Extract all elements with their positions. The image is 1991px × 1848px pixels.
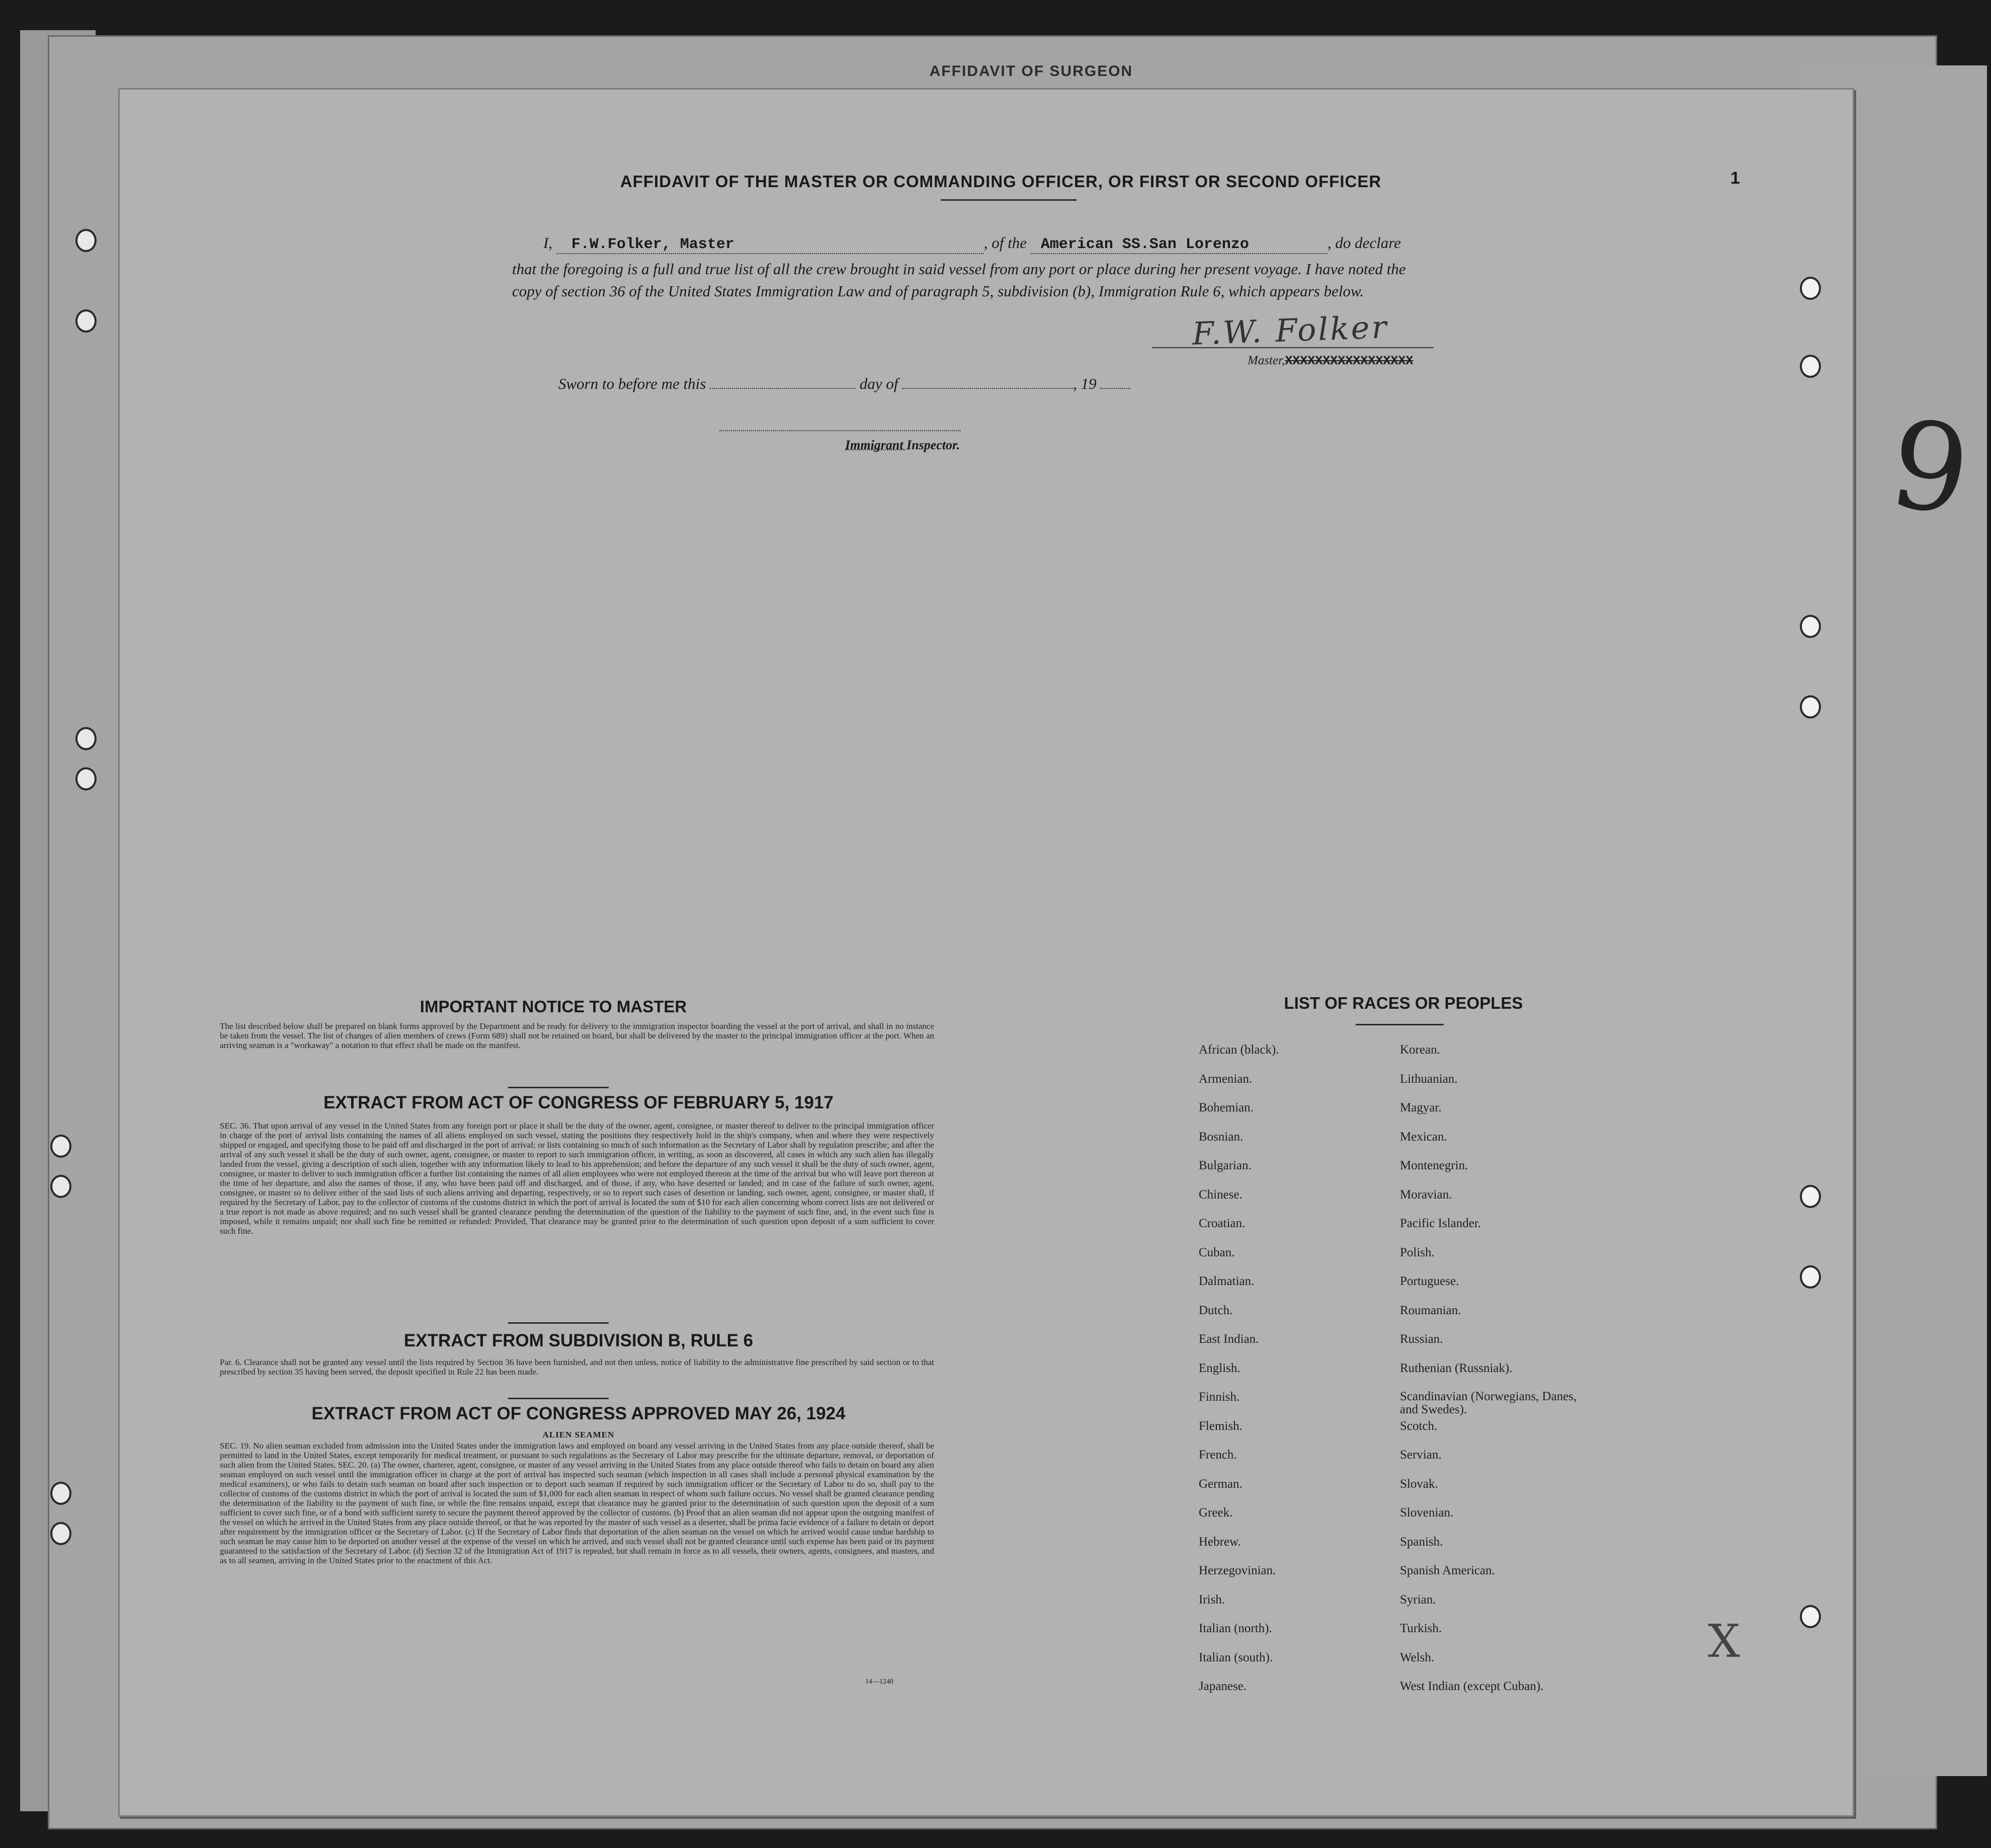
race-item: Moravian. xyxy=(1400,1187,1452,1201)
binder-hole-icon xyxy=(50,1135,71,1158)
vessel-name-value: American SS.San Lorenzo xyxy=(1040,236,1249,253)
race-item: Lithuanian. xyxy=(1400,1072,1458,1086)
race-item: Greek. xyxy=(1199,1506,1233,1519)
master-signature: F.W. Folker xyxy=(1191,308,1389,352)
extract-1924-subtitle: ALIEN SEAMEN xyxy=(542,1430,615,1439)
race-item: Portuguese. xyxy=(1400,1274,1459,1288)
race-item: Ruthenian (Russniak). xyxy=(1400,1361,1513,1375)
title-divider xyxy=(941,199,1076,201)
race-item: Bohemian. xyxy=(1199,1101,1254,1114)
declaration-body: that the foregoing is a full and true list of all the crew brought in said vessel from any port or place during her present voyage. I have noted the copy of section 36 of the United States Immigration Law and of paragraph 5, subdivision (b), Immigration Rule 6, which appears below. xyxy=(512,260,1406,300)
race-item: Irish. xyxy=(1199,1592,1225,1606)
inspector-signature-line xyxy=(719,430,961,431)
binder-hole-icon xyxy=(50,1482,71,1505)
affidavit-title: AFFIDAVIT OF THE MASTER OR COMMANDING OFFICER, OR FIRST OR SECOND OFFICER xyxy=(620,172,1382,191)
extract-rule6-text: Par. 6. Clearance shall not be granted any vessel until the lists required by Section 36 have been furnished, and not then unless, notice of liability to the administrative fine prescribed by said section or to that prescribed by section 35 having been served, the deposit specified in Rule 22 has been made. xyxy=(220,1357,934,1377)
binder-hole-icon xyxy=(75,229,97,252)
race-item: Japanese. xyxy=(1199,1679,1247,1693)
race-item: Bulgarian. xyxy=(1199,1159,1252,1172)
races-column-1 xyxy=(1199,1043,1390,1709)
race-item: Roumanian. xyxy=(1400,1303,1461,1317)
extract-1924-title: EXTRACT FROM ACT OF CONGRESS APPROVED MAY 26, 1924 xyxy=(311,1404,846,1423)
race-item: East Indian. xyxy=(1199,1332,1259,1346)
races-title: LIST OF RACES OR PEOPLES xyxy=(1284,994,1523,1012)
extract-1924-text: SEC. 19. No alien seaman excluded from admission into the United States under the immigration laws and employed on board any vessel arriving in the United States from any place outside thereof, shall be permitted to land in the United States, except temporarily for medical treatment, or pursuant to such regulations as the Secretary of Labor may prescribe for the ultimate departure, removal, or deportation of such alien from the United States. SEC. 20. (a) The owner, charterer, agent, consignee, or master of any vessel arriving in the United States from any place outside thereof who fails to detain on board any alien seaman employed on such vessel until the immigration officer in charge at the port of arrival has inspected such seaman (which inspection in all cases shall include a personal physical examination by the medical examiners), or who fails to detain such seaman on board after such inspection or to deport such seaman if required by such immigration officer or the Secretary of Labor to do so, shall pay to the collector of customs of the customs district in which the port of arrival is located the sum of $1,000 for each alien seaman in respect of whom such failure occurs. No vessel shall be granted clearance pending the determination of the liability to the payment of such fine, or while the fine remains unpaid, except that clearance may be granted prior to the determination of such question upon the deposit of a sum sufficient to cover such fine, or of a bond with sufficient surety to secure the payment thereof approved by the collector of customs. (b) Proof that an alien seaman did not appear upon the outgoing manifest of the vessel on which he arrived in the United States from any place outside thereof, or that he was reported by the master of such vessel as a deserter, shall be prima facie evidence of a failure to detain or deport after requirement by the immigration officer or the Secretary of Labor. (c) If the Secretary of Labor finds that deportation of the alien seaman on the vessel on which he arrived would cause undue hardship to such seaman he may cause him to be deported on another vessel at the expense of the vessel on which he arrived, and such vessel shall not be granted clearance until such expense has been paid or its payment guaranteed to the satisfaction of the Secretary of Labor. (d) Section 32 of the Immigration Act of 1917 is repealed, but shall remain in force as to all vessels, their owners, agents, consignees, and masters, and as to all seamen, arriving in the United States prior to the enactment of this Act. xyxy=(220,1441,934,1565)
immigrant-inspector-label: Immigrant Inspector. xyxy=(845,438,960,452)
race-item: Mexican. xyxy=(1400,1130,1447,1144)
binder-hole-icon xyxy=(75,767,97,790)
notice-title: IMPORTANT NOTICE TO MASTER xyxy=(420,997,687,1016)
race-item: Spanish American. xyxy=(1400,1564,1495,1577)
master-label xyxy=(1248,354,1413,368)
race-item: French. xyxy=(1199,1448,1237,1462)
race-item: Cuban. xyxy=(1199,1245,1235,1259)
race-item: Polish. xyxy=(1400,1245,1435,1259)
race-item: English. xyxy=(1199,1361,1240,1375)
race-item: West Indian (except Cuban). xyxy=(1400,1679,1544,1693)
race-item: Magyar. xyxy=(1400,1101,1442,1114)
race-item: Turkish. xyxy=(1400,1622,1442,1635)
binder-hole-icon xyxy=(75,727,97,750)
race-item: Flemish. xyxy=(1199,1419,1242,1433)
race-item: Bosnian. xyxy=(1199,1130,1243,1144)
race-item: Armenian. xyxy=(1199,1072,1253,1086)
page-number: 1 xyxy=(1730,169,1740,188)
extract-1917-text: SEC. 36. That upon arrival of any vessel in the United States from any foreign port or place it shall be the duty of the owner, agent, consignee, or master thereof to deliver to the principal immigration officer in charge of the port of arrival lists containing the names of all aliens employed on such vessel, stating the positions they respectively hold in the ship's company, when and where they were respectively shipped or engaged, and specifying those to be paid off and discharged in the port of arrival; or lists containing so much of such information as the Secretary of Labor shall by regulation prescribe; and after the arrival of any such vessel it shall be the duty of such owner, agent, consignee, or master to report to such immigration officer, in writing, as soon as discovered, all cases in which any such alien has illegally landed from the vessel, giving a description of such alien, together with any information likely to lead to his apprehension; and before the departure of any such vessel it shall be the duty of such owner, agent, consignee, or master to deliver to such immigration officer a further list containing the names of all alien employees who were not employed thereon at the time of the arrival but who will leave port thereon at the time of her departure, and also the names of those, if any, who have been paid off and discharged, and of those, if any, who have deserted or landed; and in case of the failure of such owner, agent, consignee, or master so to deliver either of the said lists of such aliens arriving and departing, respectively, or so to report such cases of desertion or landing, such owner, agent, consignee, or master shall, if required by the Secretary of Labor, pay to the collector of customs of the customs district in which the port of arrival is located the sum of $10 for each alien concerning whom correct lists are not delivered or a true report is not made as above required; and no such vessel shall be granted clearance pending the determination of the question of the liability to the payment of such fine, and, in the event such fine is imposed, while it remains unpaid; nor shall such fine be remitted or refunded: Provided, That clearance may be granted prior to the determination of such question upon deposit of a sum sufficient to cover such fine. xyxy=(220,1121,934,1236)
race-item: Scotch. xyxy=(1400,1419,1438,1433)
races-column-2 xyxy=(1400,1043,1611,1709)
race-item: Italian (south). xyxy=(1199,1650,1273,1664)
race-item: Syrian. xyxy=(1400,1592,1436,1606)
sworn-text: Sworn to before me this xyxy=(558,375,706,392)
underlying-sheet-title: AFFIDAVIT OF SURGEON xyxy=(929,63,1133,79)
race-item: Welsh. xyxy=(1400,1650,1435,1664)
sworn-day-of: day of xyxy=(859,375,898,392)
handwritten-number: 9 xyxy=(1882,392,1978,543)
section-divider xyxy=(508,1087,609,1088)
binder-hole-icon xyxy=(50,1522,71,1545)
master-label-text: Master, xyxy=(1248,354,1285,367)
binder-hole-icon xyxy=(1800,277,1821,300)
binder-hole-icon xyxy=(1800,1265,1821,1289)
race-item: Russian. xyxy=(1400,1332,1443,1346)
binder-hole-icon xyxy=(1800,355,1821,378)
race-item: Dutch. xyxy=(1199,1303,1233,1317)
section-divider xyxy=(508,1398,609,1399)
race-item: Italian (north). xyxy=(1199,1622,1272,1635)
race-item: Servian. xyxy=(1400,1448,1442,1462)
sworn-month-field xyxy=(902,388,1073,389)
binder-hole-icon xyxy=(75,309,97,333)
signature-line xyxy=(1152,347,1434,348)
declaration-i: I, xyxy=(543,234,553,252)
master-name-value: F.W.Folker, Master xyxy=(571,236,734,253)
race-item: Finnish. xyxy=(1199,1390,1240,1404)
sworn-year-prefix: , 19 xyxy=(1073,375,1097,392)
handwritten-x-mark: X xyxy=(1708,1615,1740,1668)
binder-hole-icon xyxy=(1800,1605,1821,1628)
vessel-name-field xyxy=(1031,234,1328,254)
binder-hole-icon xyxy=(1800,615,1821,638)
sworn-day-field xyxy=(710,388,856,389)
sworn-line xyxy=(558,375,1130,393)
race-item: Dalmatian. xyxy=(1199,1274,1255,1288)
race-item: Hebrew. xyxy=(1199,1535,1241,1549)
binder-hole-icon xyxy=(1800,695,1821,718)
races-divider xyxy=(1356,1024,1444,1025)
binder-hole-icon xyxy=(1800,1185,1821,1208)
binder-hole-icon xyxy=(50,1175,71,1198)
race-item: Slovak. xyxy=(1400,1477,1438,1491)
declaration-do-declare: , do declare xyxy=(1327,234,1401,252)
master-name-field xyxy=(556,234,984,254)
struck-out-titles: XXXXXXXXXXXXXXXXX xyxy=(1285,354,1414,368)
race-item: Scandinavian (Norwegians, Danes, and Swedes). xyxy=(1400,1390,1577,1416)
extract-rule6-title: EXTRACT FROM SUBDIVISION B, RULE 6 xyxy=(403,1331,754,1350)
race-item: Slovenian. xyxy=(1400,1506,1454,1519)
race-item: African (black). xyxy=(1199,1043,1279,1057)
declaration-of-the: , of the xyxy=(983,234,1027,252)
section-divider xyxy=(508,1322,609,1324)
race-item: Pacific Islander. xyxy=(1400,1217,1481,1230)
sworn-year-field xyxy=(1100,388,1130,389)
race-item: Chinese. xyxy=(1199,1187,1242,1201)
race-item: Croatian. xyxy=(1199,1217,1246,1230)
notice-text: The list described below shall be prepared on blank forms approved by the Department and be ready for delivery to the immigration inspector boarding the vessel at the port of arrival, and shall in no instance be taken from the vessel. The list of changes of alien members of crews (Form 689) shall not be retained on board, but shall be delivered by the master to the principal immigration officer at the port. When an arriving seaman is a "workaway" a notation to that effect shall be made on the manifest. xyxy=(220,1021,934,1050)
declaration-first-line xyxy=(543,234,1408,254)
race-item: Spanish. xyxy=(1400,1535,1443,1549)
extract-1917-title: EXTRACT FROM ACT OF CONGRESS OF FEBRUARY 5, 1917 xyxy=(323,1093,834,1112)
race-item: Montenegrin. xyxy=(1400,1159,1468,1172)
form-number: 14—1240 xyxy=(865,1678,893,1685)
race-item: Korean. xyxy=(1400,1043,1440,1057)
race-item: Herzegovinian. xyxy=(1199,1564,1276,1577)
race-item: German. xyxy=(1199,1477,1242,1491)
